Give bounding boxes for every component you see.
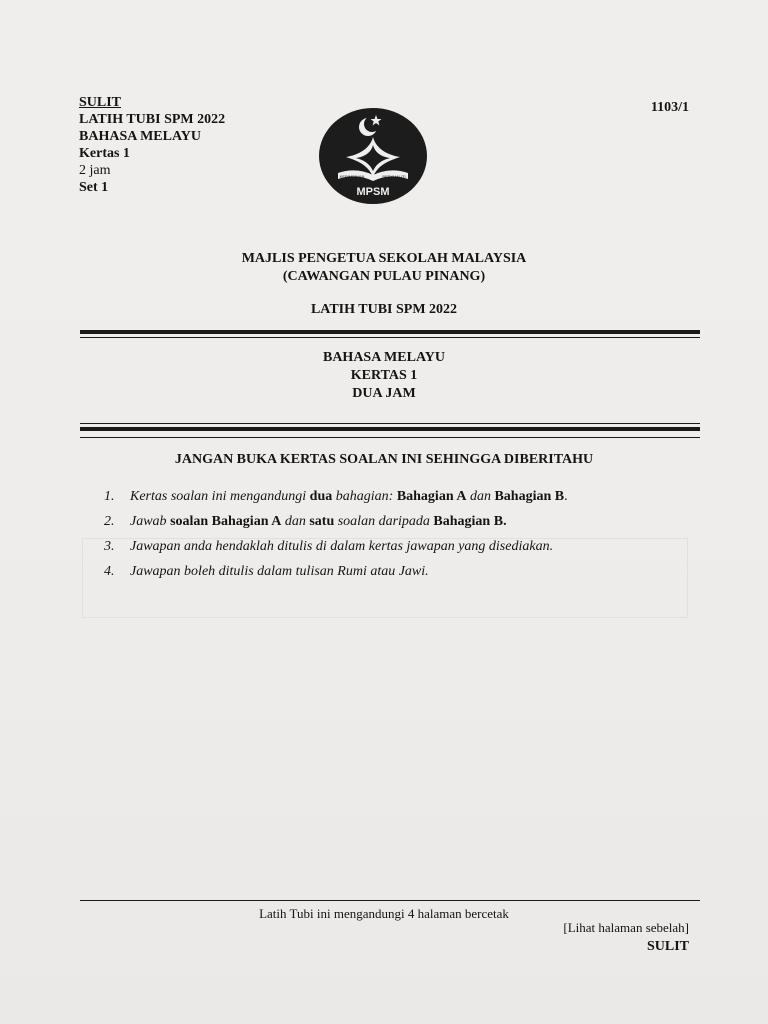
instruction-number: 4. bbox=[104, 564, 115, 579]
subject-name: BAHASA MELAYU bbox=[322, 350, 445, 365]
instruction-text-part: Bahagian A bbox=[396, 489, 467, 504]
classification-label: SULIT bbox=[79, 95, 122, 110]
instruction-text bbox=[130, 534, 553, 559]
instruction-text-part: soalan Bahagian A bbox=[170, 514, 282, 529]
organization-name: MAJLIS PENGETUA SEKOLAH MALAYSIA bbox=[241, 251, 527, 266]
instruction-number: 2. bbox=[104, 514, 115, 529]
next-page-note: [Lihat halaman sebelah] bbox=[563, 920, 689, 935]
instruction-text bbox=[130, 559, 429, 584]
footer-divider bbox=[80, 900, 700, 901]
instruction-text-part: Kertas soalan ini mengandungi bbox=[130, 489, 310, 504]
instruction-text-part: dua bbox=[309, 489, 333, 504]
instructions-list bbox=[104, 484, 704, 584]
instruction-text-part: Bahagian B bbox=[494, 489, 565, 504]
instruction-text-part: dan bbox=[281, 514, 310, 529]
instruction-text bbox=[130, 484, 568, 509]
instruction-text-part: satu bbox=[309, 514, 335, 529]
do-not-open-warning: JANGAN BUKA KERTAS SOALAN INI SEHINGGA DIBERITAHU bbox=[174, 452, 594, 467]
exam-title: LATIH TUBI SPM 2022 bbox=[310, 302, 458, 317]
header-info bbox=[79, 94, 225, 196]
series-label: LATIH TUBI SPM 2022 bbox=[79, 112, 226, 127]
instruction-text-part: soalan daripada bbox=[334, 514, 434, 529]
divider-thick-top bbox=[80, 330, 700, 334]
divider-thin-top bbox=[80, 337, 700, 338]
duration-label: 2 jam bbox=[79, 163, 111, 178]
divider-thin-bottom-2 bbox=[80, 437, 700, 438]
footer-classification: SULIT bbox=[646, 939, 689, 954]
mpsm-crest-icon bbox=[318, 107, 428, 205]
subject-block bbox=[0, 349, 768, 403]
instruction-item bbox=[104, 509, 704, 534]
instruction-text-part: Jawab bbox=[130, 514, 171, 529]
instruction-text bbox=[130, 509, 507, 534]
instruction-number: 3. bbox=[104, 539, 115, 554]
divider-thick-bottom bbox=[80, 427, 700, 431]
instruction-item bbox=[104, 559, 704, 584]
logo-acronym: MPSM bbox=[356, 186, 390, 198]
subject-label: BAHASA MELAYU bbox=[79, 129, 202, 144]
set-label: Set 1 bbox=[79, 180, 109, 195]
logo-motto-right: BERKUALITI bbox=[382, 174, 406, 179]
subject-paper: KERTAS 1 bbox=[350, 368, 418, 383]
instruction-number: 1. bbox=[104, 489, 115, 504]
organization-heading bbox=[0, 250, 768, 286]
instruction-text-part: Bahagian B bbox=[433, 514, 504, 529]
organization-branch: (CAWANGAN PULAU PINANG) bbox=[282, 269, 486, 284]
instruction-text-part: Jawapan anda hendaklah ditulis di dalam kertas jawapan yang disediakan. bbox=[130, 539, 554, 554]
paper-label: Kertas 1 bbox=[79, 146, 130, 161]
divider-thin-bottom bbox=[80, 423, 700, 424]
instruction-item bbox=[104, 534, 704, 559]
instruction-item bbox=[104, 484, 704, 509]
paper-code: 1103/1 bbox=[650, 100, 689, 115]
page-count-note: Latih Tubi ini mengandungi 4 halaman bercetak bbox=[259, 906, 509, 921]
instruction-text-part: . bbox=[503, 514, 507, 529]
logo-motto-left: KEPIMPINAN bbox=[339, 174, 365, 179]
instruction-text-part: Jawapan boleh ditulis dalam tulisan Rumi atau Jawi. bbox=[130, 564, 429, 579]
instruction-text-part: . bbox=[564, 489, 568, 504]
instruction-text-part: bahagian: bbox=[332, 489, 397, 504]
subject-duration: DUA JAM bbox=[352, 386, 416, 401]
instruction-text-part: dan bbox=[466, 489, 495, 504]
